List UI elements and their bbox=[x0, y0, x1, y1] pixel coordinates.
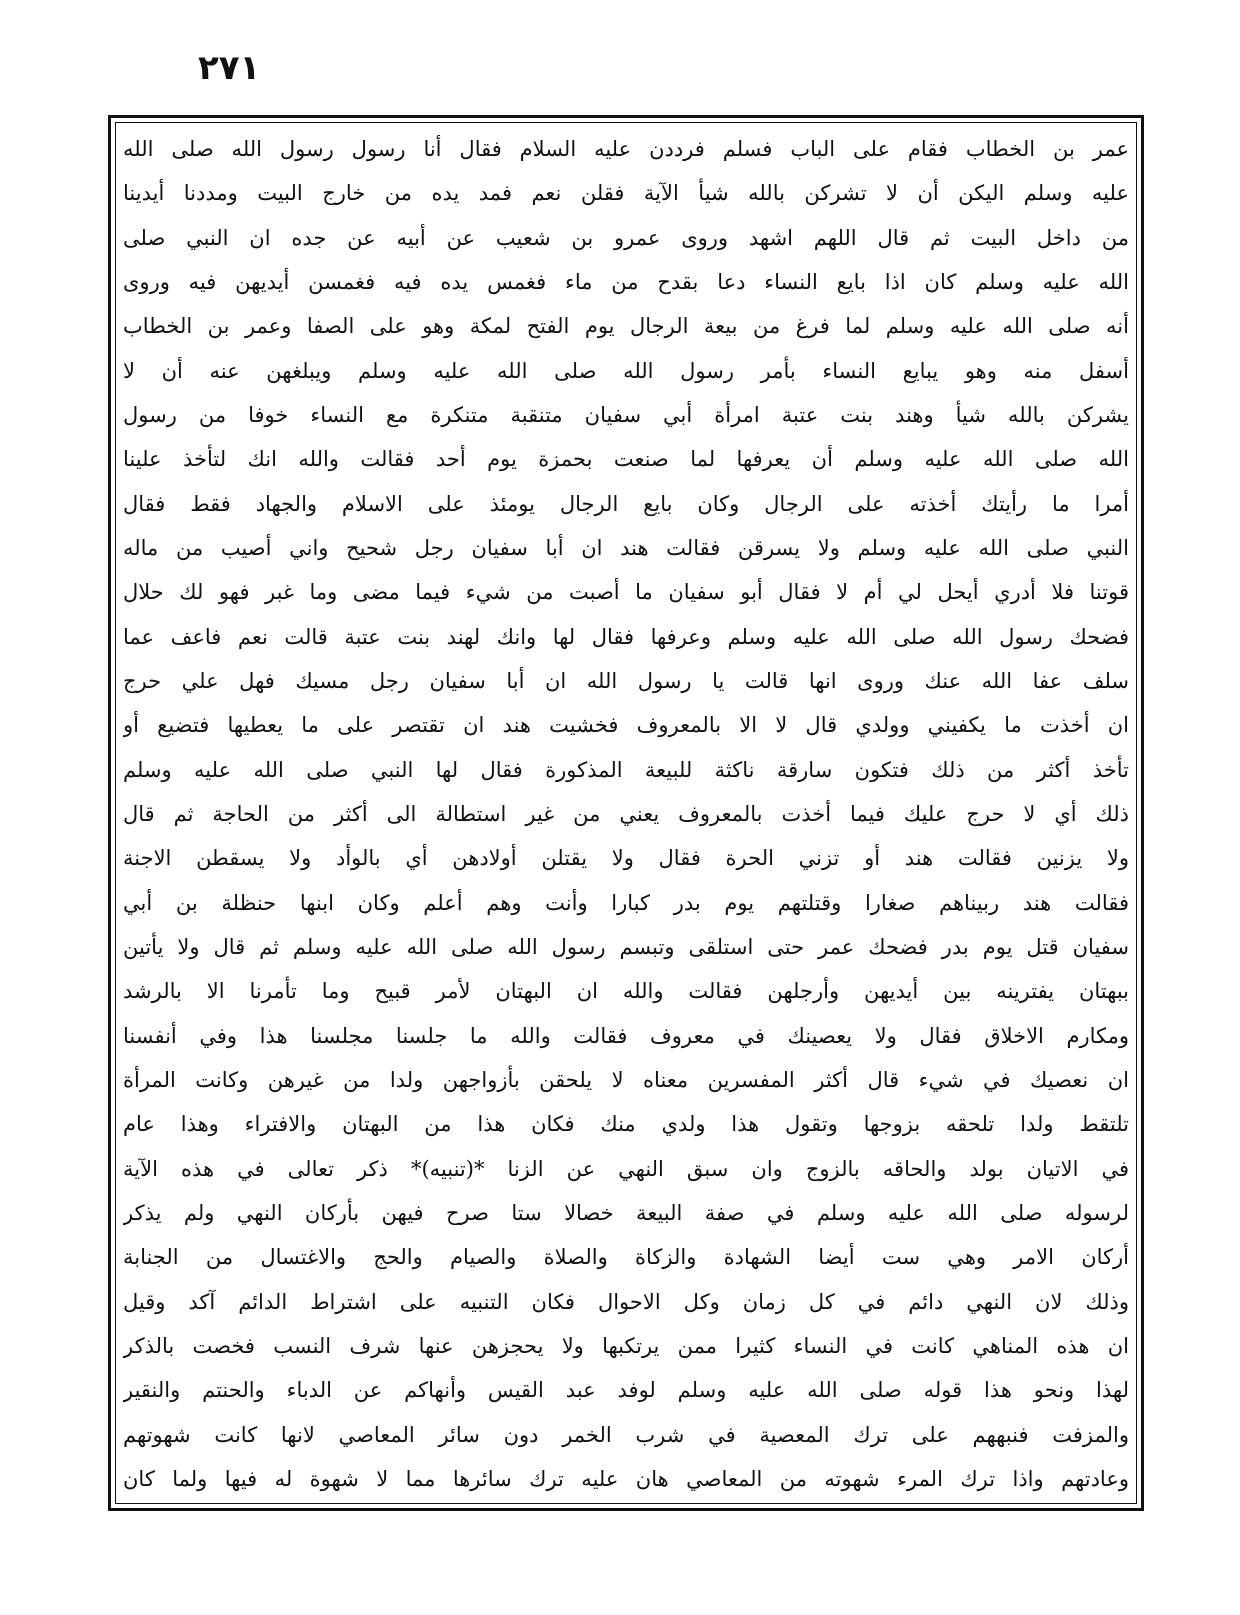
text-line: أنه صلى الله عليه وسلم لما فرغ من بيعة الرجال يوم الفتح لمكة وهو على الصفا وعمر بن الخطاب bbox=[123, 314, 1129, 339]
text-frame bbox=[108, 115, 1144, 1511]
text-line: في الاتيان بولد والحاقه بالزوج وان سبق النهي عن الزنا *(تنبيه)* ذكر تعالى في هذه الآية bbox=[123, 1156, 1129, 1181]
text-line: أركان الامر وهي ست أيضا الشهادة والزكاة والصلاة والصيام والحج والاغتسال من الجنابة bbox=[123, 1245, 1129, 1270]
text-line: ان نعصيك في شيء قال أكثر المفسرين معناه لا يلحقن بأزواجهن ولدا من غيرهن وكانت المرأة bbox=[123, 1067, 1129, 1092]
text-line: ذلك أي لا حرج عليك فيما أخذت بالمعروف يعني من غير استطالة الى أكثر من الحاجة ثم قال bbox=[123, 801, 1129, 826]
text-line: ولا يزنين فقالت هند أو تزني الحرة فقال ولا يقتلن أولادهن أي بالوأد ولا يسقطن الاجنة bbox=[123, 846, 1129, 871]
text-line: فقالت هند ربيناهم صغارا وقتلتهم يوم بدر كبارا وأنت وهم أعلم وكان ابنها حنظلة بن أبي bbox=[123, 890, 1129, 915]
text-line: عليه وسلم اليكن أن لا تشركن بالله شيأ الآية فقلن نعم فمد يده من خارج البيت ومددنا أيدينا bbox=[123, 181, 1129, 206]
text-line: ومكارم الاخلاق فقال ولا يعصينك في معروف فقالت والله ما جلسنا مجلسنا هذا وفي أنفسنا bbox=[123, 1023, 1129, 1048]
text-line: أسفل منه وهو يبايع النساء بأمر رسول الله صلى الله عليه وسلم ويبلغهن عنه أن لا bbox=[123, 358, 1129, 383]
text-line: تأخذ أكثر من ذلك فتكون سارقة ناكثة للبيعة المذكورة فقال لها النبي صلى الله عليه وسلم bbox=[123, 757, 1129, 782]
text-line: سلف عفا الله عنك وروى انها قالت يا رسول الله ان أبا سفيان رجل مسيك فهل علي حرج bbox=[123, 668, 1129, 693]
page-number: ٢٧١ bbox=[198, 48, 261, 88]
text-line: يشركن بالله شيأ وهند بنت عتبة امرأة أبي سفيان متنقبة متنكرة مع النساء خوفا من رسول bbox=[123, 402, 1129, 427]
text-line: ان أخذت ما يكفيني وولدي قال لا الا بالمعروف فخشيت هند ان تقتصر على ما يعطيها فتضيع أو bbox=[123, 713, 1129, 738]
text-line: ببهتان يفترينه بين أيديهن وأرجلهن فقالت والله ان البهتان لأمر قبيح وما تأمرنا الا بالرشد bbox=[123, 979, 1129, 1004]
text-line: تلتقط ولدا تلحقه بزوجها وتقول هذا ولدي منك فكان هذا من البهتان والافتراء وهذا عام bbox=[123, 1112, 1129, 1137]
text-line: والمزفت فنبههم على ترك المعصية في شرب الخمر دون سائر المعاصي لانها كانت شهوتهم bbox=[123, 1422, 1129, 1447]
text-line: أمرا ما رأيتك أخذته على الرجال وكان بايع الرجال يومئذ على الاسلام والجهاد فقط فقال bbox=[123, 491, 1129, 516]
text-line: لرسوله صلى الله عليه وسلم في صفة البيعة خصالا ستا صرح فيهن بأركان النهي ولم يذكر bbox=[123, 1200, 1129, 1225]
text-line: وعادتهم واذا ترك المرء شهوته من المعاصي هان عليه ترك سائرها مما لا شهوة له فيها ولما كان bbox=[123, 1466, 1129, 1491]
text-body bbox=[123, 130, 1129, 1498]
text-line: سفيان قتل يوم بدر فضحك عمر حتى استلقى وتبسم رسول الله صلى الله عليه وسلم ثم قال ولا يأتين bbox=[123, 934, 1129, 959]
text-line: من داخل البيت ثم قال اللهم اشهد وروى عمرو بن شعيب عن أبيه عن جده ان النبي صلى bbox=[123, 225, 1129, 250]
text-line: لهذا ونحو هذا قوله صلى الله عليه وسلم لوفد عبد القيس وأنهاكم عن الدباء والحنتم والنقير bbox=[123, 1378, 1129, 1403]
text-line: وذلك لان النهي دائم في كل زمان وكل الاحوال فكان التنبيه على اشتراط الدائم آكد وقيل bbox=[123, 1289, 1129, 1314]
text-line: قوتنا فلا أدري أيحل لي أم لا فقال أبو سفيان ما أصبت من شيء فيما مضى وما غبر فهو لك حلال bbox=[123, 580, 1129, 605]
text-line: الله عليه وسلم كان اذا بايع النساء دعا بقدح من ماء فغمس يده فيه فغمسن أيديهن فيه وروى bbox=[123, 269, 1129, 294]
text-line: النبي صلى الله عليه وسلم ولا يسرقن فقالت هند ان أبا سفيان رجل شحيح واني أصيب من ماله bbox=[123, 535, 1129, 560]
text-line: ان هذه المناهي كانت في النساء كثيرا ممن يرتكبها ولا يحجزهن عنها شرف النسب فخصت بالذكر bbox=[123, 1333, 1129, 1358]
text-line: الله صلى الله عليه وسلم أن يعرفها لما صنعت بحمزة يوم أحد فقالت والله انك لتأخذ علينا bbox=[123, 447, 1129, 472]
text-line: عمر بن الخطاب فقام على الباب فسلم فرددن عليه السلام فقال أنا رسول رسول الله صلى الله bbox=[123, 137, 1129, 161]
text-line: فضحك رسول الله صلى الله عليه وسلم وعرفها فقال لها وانك لهند بنت عتبة قالت نعم فاعف عما bbox=[123, 624, 1129, 649]
